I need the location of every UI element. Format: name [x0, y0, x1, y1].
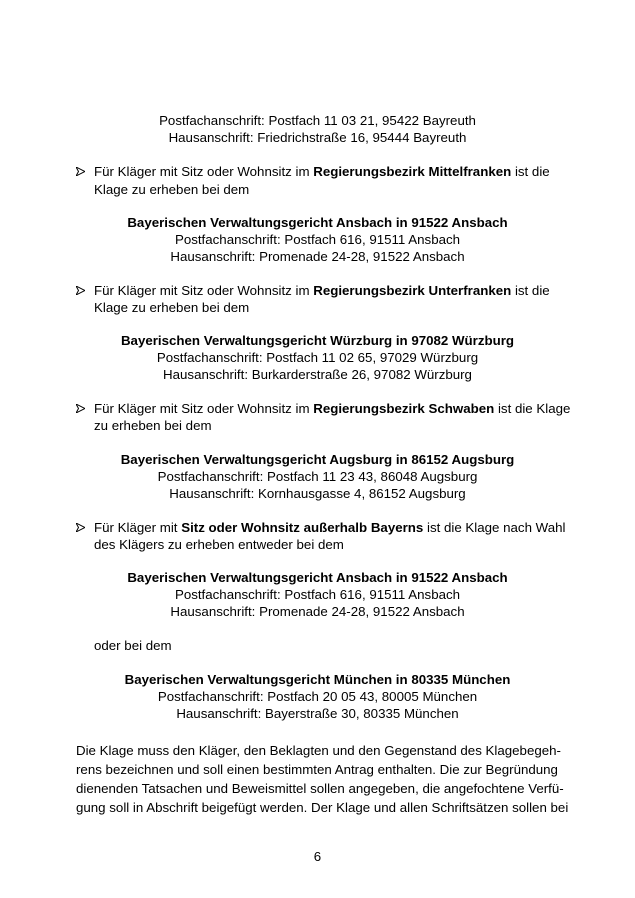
- arrow-bullet-icon: [76, 282, 88, 299]
- unterfranken-line1: Für Kläger mit Sitz oder Wohnsitz im Regierungsbezirk Unterfranken ist die: [94, 283, 550, 298]
- address-postfach-wuerzburg: Postfachanschrift: Postfach 11 02 65, 97029 Würzburg: [156, 350, 479, 365]
- address-postfach-muenchen: Postfachanschrift: Postfach 20 05 43, 80005 München: [157, 689, 478, 704]
- page-number: 6: [313, 849, 322, 864]
- arrow-bullet-icon: [76, 519, 88, 536]
- closing-line1: Die Klage muss den Kläger, den Beklagten und den Gegenstand des Klagebegeh-: [76, 743, 561, 758]
- court-augsburg: Bayerischen Verwaltungsgericht Augsburg in 86152 Augsburg: [120, 452, 515, 467]
- ausserhalb-line1: Für Kläger mit Sitz oder Wohnsitz außerhalb Bayerns ist die Klage nach Wahl: [94, 520, 566, 535]
- closing-line4: gung soll in Abschrift beigefügt werden. Der Klage und allen Schriftsätzen sollen bei: [76, 800, 569, 815]
- address-haus-ansbach: Hausanschrift: Promenade 24-28, 91522 Ansbach: [170, 249, 465, 264]
- court-wuerzburg: Bayerischen Verwaltungsgericht Würzburg in 97082 Würzburg: [120, 333, 515, 348]
- address-haus-augsburg: Hausanschrift: Kornhausgasse 4, 86152 Augsburg: [169, 486, 466, 501]
- arrow-bullet-icon: [76, 163, 88, 180]
- closing-line3: dienenden Tatsachen und Beweismittel sollen angegeben, die angefochtene Verfü-: [76, 781, 564, 796]
- arrow-bullet-icon: [76, 400, 88, 417]
- address-postfach-ansbach-2: Postfachanschrift: Postfach 616, 91511 Ansbach: [174, 587, 461, 602]
- mittelfranken-line1: Für Kläger mit Sitz oder Wohnsitz im Regierungsbezirk Mittelfranken ist die: [94, 164, 550, 179]
- court-muenchen: Bayerischen Verwaltungsgericht München in 80335 München: [124, 672, 511, 687]
- address-postfach-augsburg: Postfachanschrift: Postfach 11 23 43, 86048 Augsburg: [157, 469, 478, 484]
- court-ansbach: Bayerischen Verwaltungsgericht Ansbach in 91522 Ansbach: [127, 215, 508, 230]
- closing-line2: rens bezeichnen und soll einen bestimmten Antrag enthalten. Die zur Begründung: [76, 762, 558, 777]
- schwaben-line1: Für Kläger mit Sitz oder Wohnsitz im Regierungsbezirk Schwaben ist die Klage: [94, 401, 571, 416]
- address-haus-muenchen: Hausanschrift: Bayerstraße 30, 80335 München: [176, 706, 459, 721]
- address-postfach-ansbach: Postfachanschrift: Postfach 616, 91511 Ansbach: [174, 232, 461, 247]
- court-ansbach-2: Bayerischen Verwaltungsgericht Ansbach in 91522 Ansbach: [127, 570, 508, 585]
- unterfranken-line2: Klage zu erheben bei dem: [94, 300, 250, 315]
- ausserhalb-line2: des Klägers zu erheben entweder bei dem: [94, 537, 344, 552]
- address-haus-wuerzburg: Hausanschrift: Burkarderstraße 26, 97082 Würzburg: [163, 367, 472, 382]
- schwaben-line2: zu erheben bei dem: [94, 418, 212, 433]
- address-haus-bayreuth: Hausanschrift: Friedrichstraße 16, 95444 Bayreuth: [168, 130, 467, 145]
- address-haus-ansbach-2: Hausanschrift: Promenade 24-28, 91522 Ansbach: [170, 604, 465, 619]
- mittelfranken-line2: Klage zu erheben bei dem: [94, 182, 250, 197]
- oder-bei-dem: oder bei dem: [94, 638, 172, 653]
- address-postfach-bayreuth: Postfachanschrift: Postfach 11 03 21, 95422 Bayreuth: [159, 113, 476, 128]
